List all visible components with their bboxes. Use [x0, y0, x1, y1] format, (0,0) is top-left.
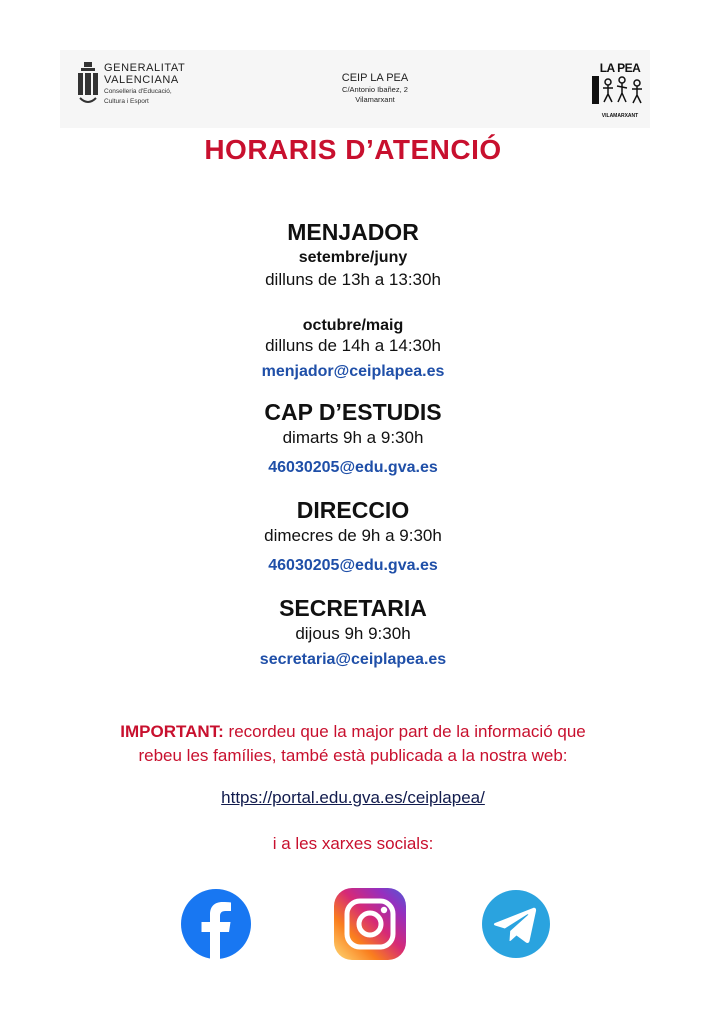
generalitat-logo: [78, 62, 185, 106]
section-heading: SECRETARIA: [279, 595, 427, 621]
page-title: HORARIS D’ATENCIÓ: [204, 134, 502, 165]
school-logo-title: LA PEA: [599, 61, 641, 75]
section-secretaria: [0, 593, 706, 671]
school-logo-side-text: CEIP: [601, 84, 608, 96]
website: [0, 788, 706, 808]
school-name: CEIP LA PEA: [341, 72, 409, 84]
schedule-sections: [0, 215, 706, 671]
gva-name-line2: VALENCIANA: [104, 74, 179, 86]
hours-text: dilluns de 13h a 13:30h: [265, 270, 441, 289]
school-address: C/Antonio Ibañez, 2: [342, 85, 408, 94]
section-cap-estudis: [0, 397, 706, 479]
school-info: [290, 72, 460, 105]
instagram-icon[interactable]: [332, 886, 408, 962]
website-link[interactable]: https://portal.edu.gva.es/ceiplapea/: [221, 788, 485, 807]
school-logo-town: VILAMARXANT: [601, 113, 639, 119]
hours-text: dimecres de 9h a 9:30h: [264, 526, 442, 545]
school-logo: [590, 62, 650, 118]
notice-text-line1: recordeu que la major part de la informació que: [223, 722, 586, 741]
generalitat-emblem-icon: [78, 62, 98, 106]
hours-text: dilluns de 14h a 14:30h: [265, 336, 441, 355]
school-town: Vilamarxant: [355, 95, 395, 104]
gva-sub-line2: Cultura i Esport: [104, 98, 149, 105]
section-heading: CAP D’ESTUDIS: [264, 399, 442, 425]
section-menjador: [0, 217, 706, 383]
telegram-icon[interactable]: [478, 886, 554, 962]
section-heading: DIRECCIO: [296, 497, 410, 523]
section-heading: MENJADOR: [287, 219, 419, 245]
important-notice: [0, 720, 706, 768]
period-label: setembre/juny: [298, 249, 408, 266]
email-link[interactable]: 46030205@edu.gva.es: [268, 557, 438, 574]
email-link[interactable]: secretaria@ceiplapea.es: [259, 651, 447, 668]
children-figures-icon: [590, 74, 650, 108]
email-link[interactable]: menjador@ceiplapea.es: [261, 363, 445, 380]
section-direccio: [0, 495, 706, 577]
hours-text: dimarts 9h a 9:30h: [282, 428, 424, 447]
important-label: IMPORTANT:: [120, 722, 224, 741]
notice-text-line2: rebeu les famílies, també està publicada a la nostra web:: [138, 746, 568, 765]
gva-sub-line1: Conselleria d'Educació,: [104, 88, 172, 95]
social-networks-text: i a les xarxes socials:: [272, 834, 434, 853]
email-link[interactable]: 46030205@edu.gva.es: [268, 459, 438, 476]
hours-text: dijous 9h 9:30h: [295, 624, 411, 643]
gva-name-line1: GENERALITAT: [104, 62, 186, 74]
period-label: octubre/maig: [302, 317, 404, 334]
facebook-icon[interactable]: [178, 886, 254, 962]
letterhead: [60, 50, 650, 128]
